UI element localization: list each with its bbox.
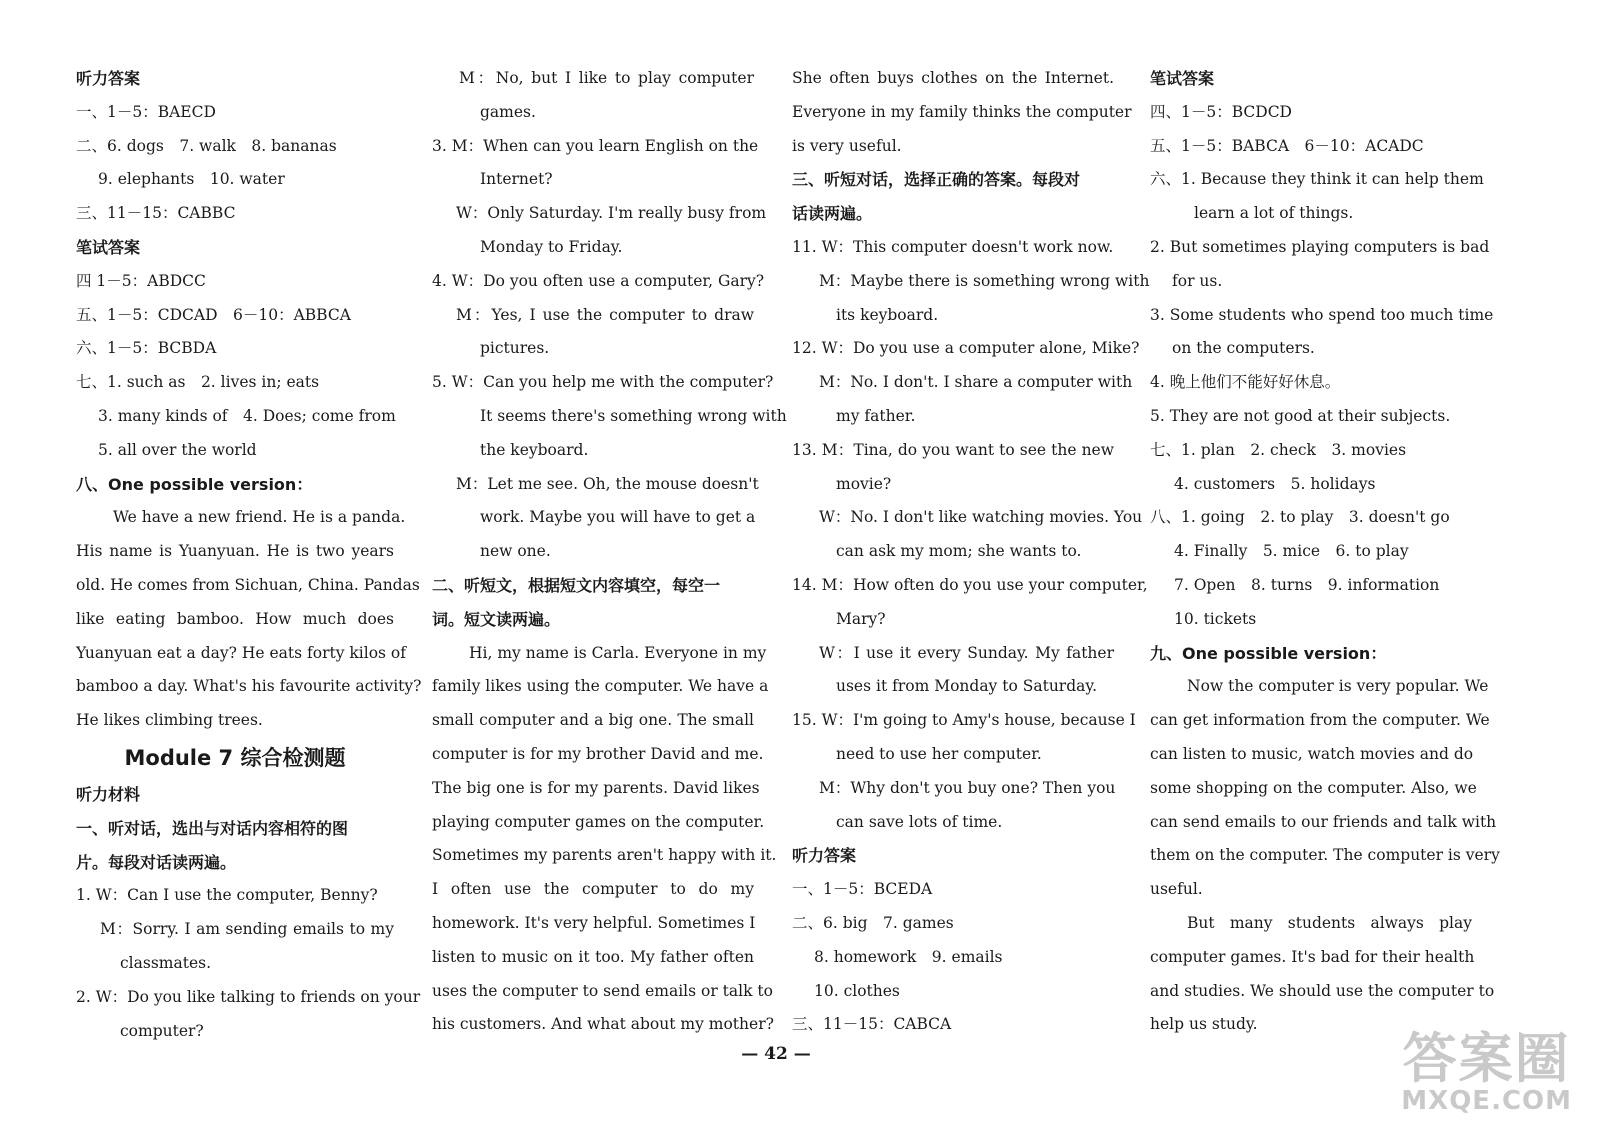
- watermark-logo: [1401, 1027, 1572, 1116]
- answer-line: 三、11－15：CABBC: [76, 204, 236, 223]
- dialogue-line: Internet?: [480, 170, 553, 189]
- essay-line: can send emails to our friends and talk with: [1150, 812, 1497, 831]
- essay-line: help us study.: [1150, 1015, 1258, 1034]
- answer-line: 二、6. big 7. games: [792, 913, 954, 932]
- passage-line: his customers. And what about my mother?: [432, 1015, 774, 1034]
- watermark-url: MXQE.COM: [1401, 1086, 1572, 1116]
- essay-line: His name is Yuanyuan. He is two years: [76, 542, 394, 561]
- dialogue-line: can save lots of time.: [836, 812, 1003, 831]
- essay-line: Now the computer is very popular. We: [1187, 677, 1489, 696]
- dialogue-line: pictures.: [480, 339, 550, 358]
- passage-line: small computer and a big one. The small: [432, 711, 754, 730]
- instruction-line: 词。短文读两遍。: [432, 609, 561, 629]
- passage-line: playing computer games on the computer.: [432, 812, 765, 831]
- passage-line: homework. It's very helpful. Sometimes I: [432, 913, 756, 932]
- answer-line: 10. clothes: [814, 981, 900, 1000]
- answer-line: 六、1－5：BCBDA: [76, 339, 217, 358]
- passage-line: family likes using the computer. We have a: [432, 677, 769, 696]
- dialogue-line: M：No. I don't. I share a computer with: [819, 373, 1133, 392]
- essay-line: some shopping on the computer. Also, we: [1150, 778, 1477, 797]
- dialogue-line: 5. W：Can you help me with the computer?: [432, 373, 774, 392]
- watermark-text: 答案圈: [1402, 1027, 1571, 1090]
- dialogue-line: W：I use it every Sunday. My father: [819, 643, 1114, 662]
- dialogue-line: 4. W：Do you often use a computer, Gary?: [432, 271, 765, 290]
- passage-line: computer is for my brother David and me.: [432, 744, 764, 763]
- dialogue-line: M：Yes, I use the computer to draw: [456, 305, 754, 324]
- dialogue-line: Mary?: [836, 609, 886, 628]
- passage-line: Everyone in my family thinks the computer: [792, 102, 1132, 121]
- dialogue-line: can ask my mom; she wants to.: [836, 542, 1082, 561]
- answer-line: 5. They are not good at their subjects.: [1150, 406, 1451, 425]
- column-4: [1150, 62, 1500, 1042]
- dialogue-line: work. Maybe you will have to get a: [480, 508, 756, 527]
- dialogue-line: 11. W：This computer doesn't work now.: [792, 237, 1114, 256]
- dialogue-line: M：No, but I like to play computer: [459, 69, 754, 87]
- essay-line: like eating bamboo. How much does: [76, 609, 394, 628]
- dialogue-line: M：Let me see. Oh, the mouse doesn't: [456, 474, 759, 493]
- dialogue-line: W：Only Saturday. I'm really busy from: [456, 204, 767, 223]
- answer-line: 六、1. Because they think it can help them: [1150, 170, 1484, 189]
- dialogue-line: classmates.: [120, 953, 212, 972]
- dialogue-line: M：Why don't you buy one? Then you: [819, 778, 1116, 797]
- dialogue-line: Monday to Friday.: [480, 237, 623, 256]
- answer-line: for us.: [1172, 271, 1223, 290]
- section-heading: 八、One possible version：: [76, 474, 313, 494]
- answer-line: 5. all over the world: [98, 440, 257, 459]
- dialogue-line: movie?: [836, 474, 892, 493]
- dialogue-line: computer?: [120, 1021, 204, 1040]
- instruction-line: 片。每段对话读两遍。: [76, 852, 237, 872]
- section-heading: 听力答案: [792, 846, 857, 866]
- essay-line: But many students always play: [1187, 913, 1472, 932]
- essay-line: He likes climbing trees.: [76, 711, 263, 730]
- instruction-line: 三、听短对话，选择正确的答案。每段对: [792, 170, 1081, 190]
- page-number: — 42 —: [741, 1044, 811, 1064]
- answer-line: 4. 晚上他们不能好好休息。: [1150, 373, 1341, 392]
- answer-line: 10. tickets: [1174, 609, 1257, 628]
- section-heading: 听力材料: [76, 784, 141, 804]
- column-3: [792, 62, 1150, 1042]
- passage-line: is very useful.: [792, 136, 902, 155]
- dialogue-line: the keyboard.: [480, 440, 589, 459]
- essay-line: can listen to music, watch movies and do: [1150, 744, 1474, 763]
- essay-line: and studies. We should use the computer to: [1150, 981, 1495, 1000]
- answer-line: 3. many kinds of 4. Does; come from: [98, 406, 396, 425]
- answer-line: 4. Finally 5. mice 6. to play: [1174, 542, 1409, 561]
- dialogue-line: 1. W：Can I use the computer, Benny?: [76, 886, 378, 905]
- passage-line: She often buys clothes on the Internet.: [792, 69, 1114, 87]
- answer-line: 9. elephants 10. water: [98, 170, 285, 189]
- essay-line: bamboo a day. What's his favourite activity?: [76, 677, 422, 696]
- essay-line: computer games. It's bad for their health: [1150, 947, 1475, 966]
- essay-line: them on the computer. The computer is very: [1150, 846, 1500, 865]
- answer-line: learn a lot of things.: [1194, 204, 1354, 223]
- section-heading: 听力答案: [76, 69, 141, 88]
- answer-line: 4. customers 5. holidays: [1174, 474, 1376, 493]
- answer-line: 2. But sometimes playing computers is bad: [1150, 237, 1490, 256]
- essay-line: Yuanyuan eat a day? He eats forty kilos of: [76, 643, 406, 662]
- essay-line: old. He comes from Sichuan, China. Pandas: [76, 575, 420, 594]
- passage-line: Hi, my name is Carla. Everyone in my: [469, 643, 767, 662]
- answer-line: 一、1－5：BCEDA: [792, 880, 933, 899]
- answer-line: 五、1－5：CDCAD 6－10：ABBCA: [76, 305, 351, 324]
- section-heading: 笔试答案: [1150, 69, 1215, 88]
- dialogue-line: 2. W：Do you like talking to friends on your: [76, 987, 421, 1006]
- answer-line: 七、1. such as 2. lives in; eats: [76, 373, 320, 392]
- dialogue-line: W：No. I don't like watching movies. You: [819, 508, 1143, 527]
- passage-line: listen to music on it too. My father often: [432, 947, 754, 966]
- passage-line: uses the computer to send emails or talk to: [432, 981, 773, 1000]
- dialogue-line: 12. W：Do you use a computer alone, Mike?: [792, 339, 1140, 358]
- answer-line: 3. Some students who spend too much time: [1150, 305, 1494, 324]
- dialogue-line: It seems there's something wrong with: [480, 406, 787, 425]
- dialogue-line: games.: [480, 102, 536, 121]
- dialogue-line: 15. W：I'm going to Amy's house, because I: [792, 711, 1136, 730]
- dialogue-line: my father.: [836, 406, 916, 425]
- answer-line: 三、11－15：CABCA: [792, 1015, 952, 1034]
- passage-line: Sometimes my parents aren't happy with it.: [432, 846, 777, 865]
- essay-line: useful.: [1150, 880, 1203, 899]
- dialogue-line: M：Maybe there is something wrong with: [819, 271, 1150, 290]
- column-1: [76, 62, 422, 1048]
- dialogue-line: M：Sorry. I am sending emails to my: [100, 920, 394, 939]
- passage-line: The big one is for my parents. David likes: [432, 778, 760, 797]
- answer-line: 七、1. plan 2. check 3. movies: [1150, 440, 1407, 459]
- dialogue-line: need to use her computer.: [836, 744, 1042, 763]
- dialogue-line: 3. M：When can you learn English on the: [432, 136, 759, 155]
- answer-line: 二、6. dogs 7. walk 8. bananas: [76, 136, 337, 155]
- passage-line: I often use the computer to do my: [432, 880, 754, 899]
- answer-line: 8. homework 9. emails: [814, 947, 1003, 966]
- dialogue-line: uses it from Monday to Saturday.: [836, 677, 1097, 696]
- essay-line: can get information from the computer. We: [1150, 711, 1490, 730]
- dialogue-line: its keyboard.: [836, 305, 939, 324]
- dialogue-line: new one.: [480, 542, 551, 561]
- dialogue-line: 13. M：Tina, do you want to see the new: [792, 440, 1114, 459]
- section-heading: 笔试答案: [76, 237, 141, 257]
- answer-line: 五、1－5：BABCA 6－10：ACADC: [1150, 136, 1424, 155]
- answer-line: on the computers.: [1172, 339, 1315, 358]
- column-2: [432, 62, 787, 1042]
- essay-line: We have a new friend. He is a panda.: [113, 508, 406, 527]
- instruction-line: 一、听对话，选出与对话内容相符的图: [76, 818, 349, 838]
- instruction-line: 二、听短文，根据短文内容填空，每空一: [432, 575, 721, 595]
- answer-line: 八、1. going 2. to play 3. doesn't go: [1150, 508, 1450, 527]
- section-heading: 九、One possible version：: [1150, 643, 1387, 663]
- answer-line: 7. Open 8. turns 9. information: [1174, 575, 1440, 594]
- answer-line: 四 1－5：ABDCC: [76, 271, 206, 290]
- module-title: Module 7 综合检测题: [124, 745, 346, 770]
- answer-line: 一、1－5：BAECD: [76, 102, 216, 121]
- dialogue-line: 14. M：How often do you use your computer,: [792, 575, 1148, 594]
- instruction-line: 话读两遍。: [792, 204, 873, 224]
- answer-line: 四、1－5：BCDCD: [1150, 102, 1292, 121]
